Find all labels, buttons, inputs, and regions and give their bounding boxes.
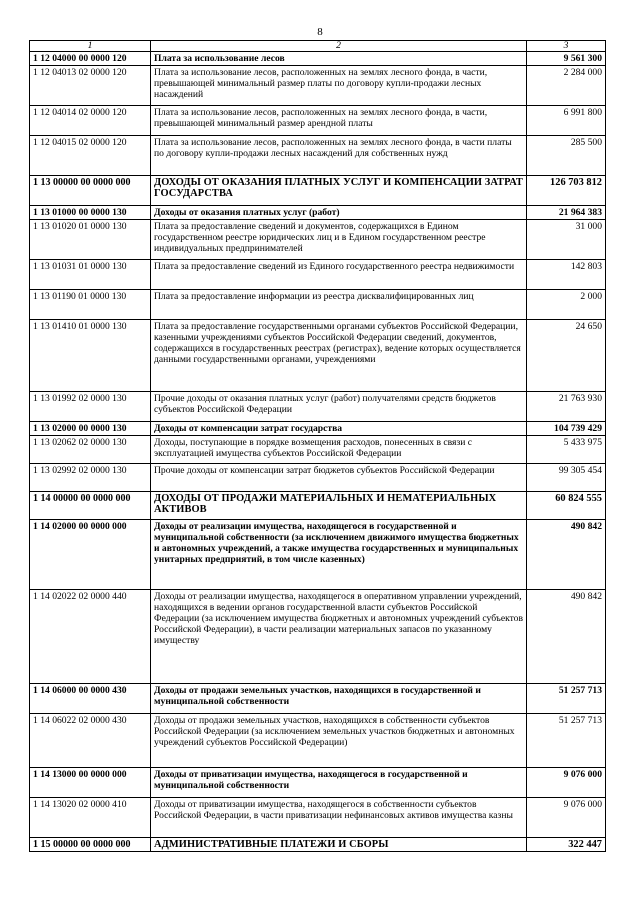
budget-code-cell: 1 13 01190 01 0000 130	[30, 290, 151, 320]
table-row	[30, 320, 606, 392]
budget-code-cell: 1 14 02000 00 0000 000	[30, 520, 151, 590]
table-row	[30, 838, 606, 852]
budget-code-cell: 1 14 06022 02 0000 430	[30, 714, 151, 768]
amount-cell: 322 447	[527, 838, 606, 852]
amount-cell: 60 824 555	[527, 492, 606, 520]
amount-cell: 31 000	[527, 220, 606, 260]
table-row	[30, 220, 606, 260]
table-row	[30, 260, 606, 290]
budget-code-cell: 1 13 01031 01 0000 130	[30, 260, 151, 290]
revenue-table	[29, 40, 606, 852]
amount-cell: 24 650	[527, 320, 606, 392]
budget-code-cell: 1 13 00000 00 0000 000	[30, 176, 151, 206]
table-row	[30, 520, 606, 590]
description-cell: Плата за предоставление информации из реестра дисквалифицированных лиц	[151, 290, 527, 320]
description-cell: Плата за использование лесов, расположенных на землях лесного фонда, в части платы по договору купли-продажи лесных насаждений для собственных нужд	[151, 136, 527, 176]
amount-cell: 99 305 454	[527, 464, 606, 492]
budget-code-cell: 1 14 02022 02 0000 440	[30, 590, 151, 684]
budget-code-cell: 1 14 13020 02 0000 410	[30, 798, 151, 838]
table-row	[30, 206, 606, 220]
table-row	[30, 436, 606, 464]
budget-code-cell: 1 12 04014 02 0000 120	[30, 106, 151, 136]
description-cell: Доходы от приватизации имущества, находящегося в собственности субъектов Российской Федерации, в части приватизации нефинансовых активов имущества казны	[151, 798, 527, 838]
table-row	[30, 684, 606, 714]
amount-cell: 9 076 000	[527, 798, 606, 838]
page-number: 8	[317, 26, 323, 38]
amount-cell: 51 257 713	[527, 714, 606, 768]
column-number-row	[30, 41, 606, 52]
budget-code-cell: 1 13 02062 02 0000 130	[30, 436, 151, 464]
amount-cell: 285 500	[527, 136, 606, 176]
amount-cell: 6 991 800	[527, 106, 606, 136]
column-number-3: 3	[527, 41, 606, 52]
description-cell: Доходы от оказания платных услуг (работ)	[151, 206, 527, 220]
description-cell: Доходы от продажи земельных участков, находящихся в собственности субъектов Российской Федерации (за исключением земельных участков бюджетных и автономных учреждений субъектов Российской Федерации)	[151, 714, 527, 768]
table-row	[30, 176, 606, 206]
description-cell: Плата за предоставление сведений и документов, содержащихся в Едином государственном реестре юридических лиц и в Едином государственном реестре индивидуальных предпринимателей	[151, 220, 527, 260]
table-row	[30, 106, 606, 136]
amount-cell: 51 257 713	[527, 684, 606, 714]
description-cell: Доходы от продажи земельных участков, находящихся в государственной и муниципальной собственности	[151, 684, 527, 714]
description-cell: Доходы от компенсации затрат государства	[151, 422, 527, 436]
description-cell: Прочие доходы от оказания платных услуг (работ) получателями средств бюджетов субъектов Российской Федерации	[151, 392, 527, 422]
table-row	[30, 714, 606, 768]
table-row	[30, 590, 606, 684]
table-row	[30, 66, 606, 106]
description-cell: Прочие доходы от компенсации затрат бюджетов субъектов Российской Федерации	[151, 464, 527, 492]
amount-cell: 490 842	[527, 520, 606, 590]
budget-code-cell: 1 13 01020 01 0000 130	[30, 220, 151, 260]
budget-code-cell: 1 14 13000 00 0000 000	[30, 768, 151, 798]
column-number-1: 1	[30, 41, 151, 52]
amount-cell: 2 284 000	[527, 66, 606, 106]
amount-cell: 21 964 383	[527, 206, 606, 220]
budget-code-cell: 1 13 01992 02 0000 130	[30, 392, 151, 422]
table-row	[30, 290, 606, 320]
amount-cell: 142 803	[527, 260, 606, 290]
description-cell: Плата за использование лесов, расположенных на землях лесного фонда, в части, превышающей минимальный размер арендной платы	[151, 106, 527, 136]
table-row	[30, 136, 606, 176]
budget-code-cell: 1 12 04015 02 0000 120	[30, 136, 151, 176]
budget-code-cell: 1 13 01410 01 0000 130	[30, 320, 151, 392]
budget-code-cell: 1 13 02000 00 0000 130	[30, 422, 151, 436]
description-cell: Доходы от реализации имущества, находящегося в оперативном управлении учреждений, находящихся в ведении органов государственной власти субъектов Российской Федерации (за исключением имущества бюджетных и автономных учреждений субъектов Российской Федерации), в части реализации материальных запасов по указанному имуществу	[151, 590, 527, 684]
description-cell: Доходы, поступающие в порядке возмещения расходов, понесенных в связи с эксплуатацией имущества субъектов Российской Федерации	[151, 436, 527, 464]
description-cell: Плата за использование лесов	[151, 52, 527, 66]
column-number-2: 2	[151, 41, 527, 52]
description-cell: Плата за предоставление государственными органами субъектов Российской Федерации, казенными учреждениями субъектов Российской Федерации сведений, документов, содержащихся в государственных реестрах (регистрах), ведение которых осуществляется данными государственными органами, учреждениями	[151, 320, 527, 392]
budget-code-cell: 1 13 02992 02 0000 130	[30, 464, 151, 492]
amount-cell: 21 763 930	[527, 392, 606, 422]
description-cell: Доходы от реализации имущества, находящегося в государственной и муниципальной собственности (за исключением движимого имущества бюджетных и автономных учреждений, а также имущества государственных и муниципальных унитарных предприятий, в том числе казенных)	[151, 520, 527, 590]
description-cell: Доходы от приватизации имущества, находящегося в государственной и муниципальной собственности	[151, 768, 527, 798]
table-row	[30, 492, 606, 520]
table-row	[30, 52, 606, 66]
table-row	[30, 422, 606, 436]
table-row	[30, 392, 606, 422]
amount-cell: 9 561 300	[527, 52, 606, 66]
budget-code-cell: 1 12 04013 02 0000 120	[30, 66, 151, 106]
budget-code-cell: 1 15 00000 00 0000 000	[30, 838, 151, 852]
amount-cell: 104 739 429	[527, 422, 606, 436]
description-cell: АДМИНИСТРАТИВНЫЕ ПЛАТЕЖИ И СБОРЫ	[151, 838, 527, 852]
description-cell: ДОХОДЫ ОТ ОКАЗАНИЯ ПЛАТНЫХ УСЛУГ И КОМПЕНСАЦИИ ЗАТРАТ ГОСУДАРСТВА	[151, 176, 527, 206]
amount-cell: 2 000	[527, 290, 606, 320]
table-row	[30, 798, 606, 838]
amount-cell: 126 703 812	[527, 176, 606, 206]
description-cell: Плата за предоставление сведений из Единого государственного реестра недвижимости	[151, 260, 527, 290]
budget-code-cell: 1 13 01000 00 0000 130	[30, 206, 151, 220]
table-row	[30, 768, 606, 798]
budget-code-cell: 1 14 00000 00 0000 000	[30, 492, 151, 520]
description-cell: Плата за использование лесов, расположенных на землях лесного фонда, в части, превышающей минимальный размер платы по договору купли-продажи лесных насаждений	[151, 66, 527, 106]
amount-cell: 9 076 000	[527, 768, 606, 798]
description-cell: ДОХОДЫ ОТ ПРОДАЖИ МАТЕРИАЛЬНЫХ И НЕМАТЕРИАЛЬНЫХ АКТИВОВ	[151, 492, 527, 520]
amount-cell: 490 842	[527, 590, 606, 684]
amount-cell: 5 433 975	[527, 436, 606, 464]
table-row	[30, 464, 606, 492]
budget-code-cell: 1 14 06000 00 0000 430	[30, 684, 151, 714]
budget-code-cell: 1 12 04000 00 0000 120	[30, 52, 151, 66]
